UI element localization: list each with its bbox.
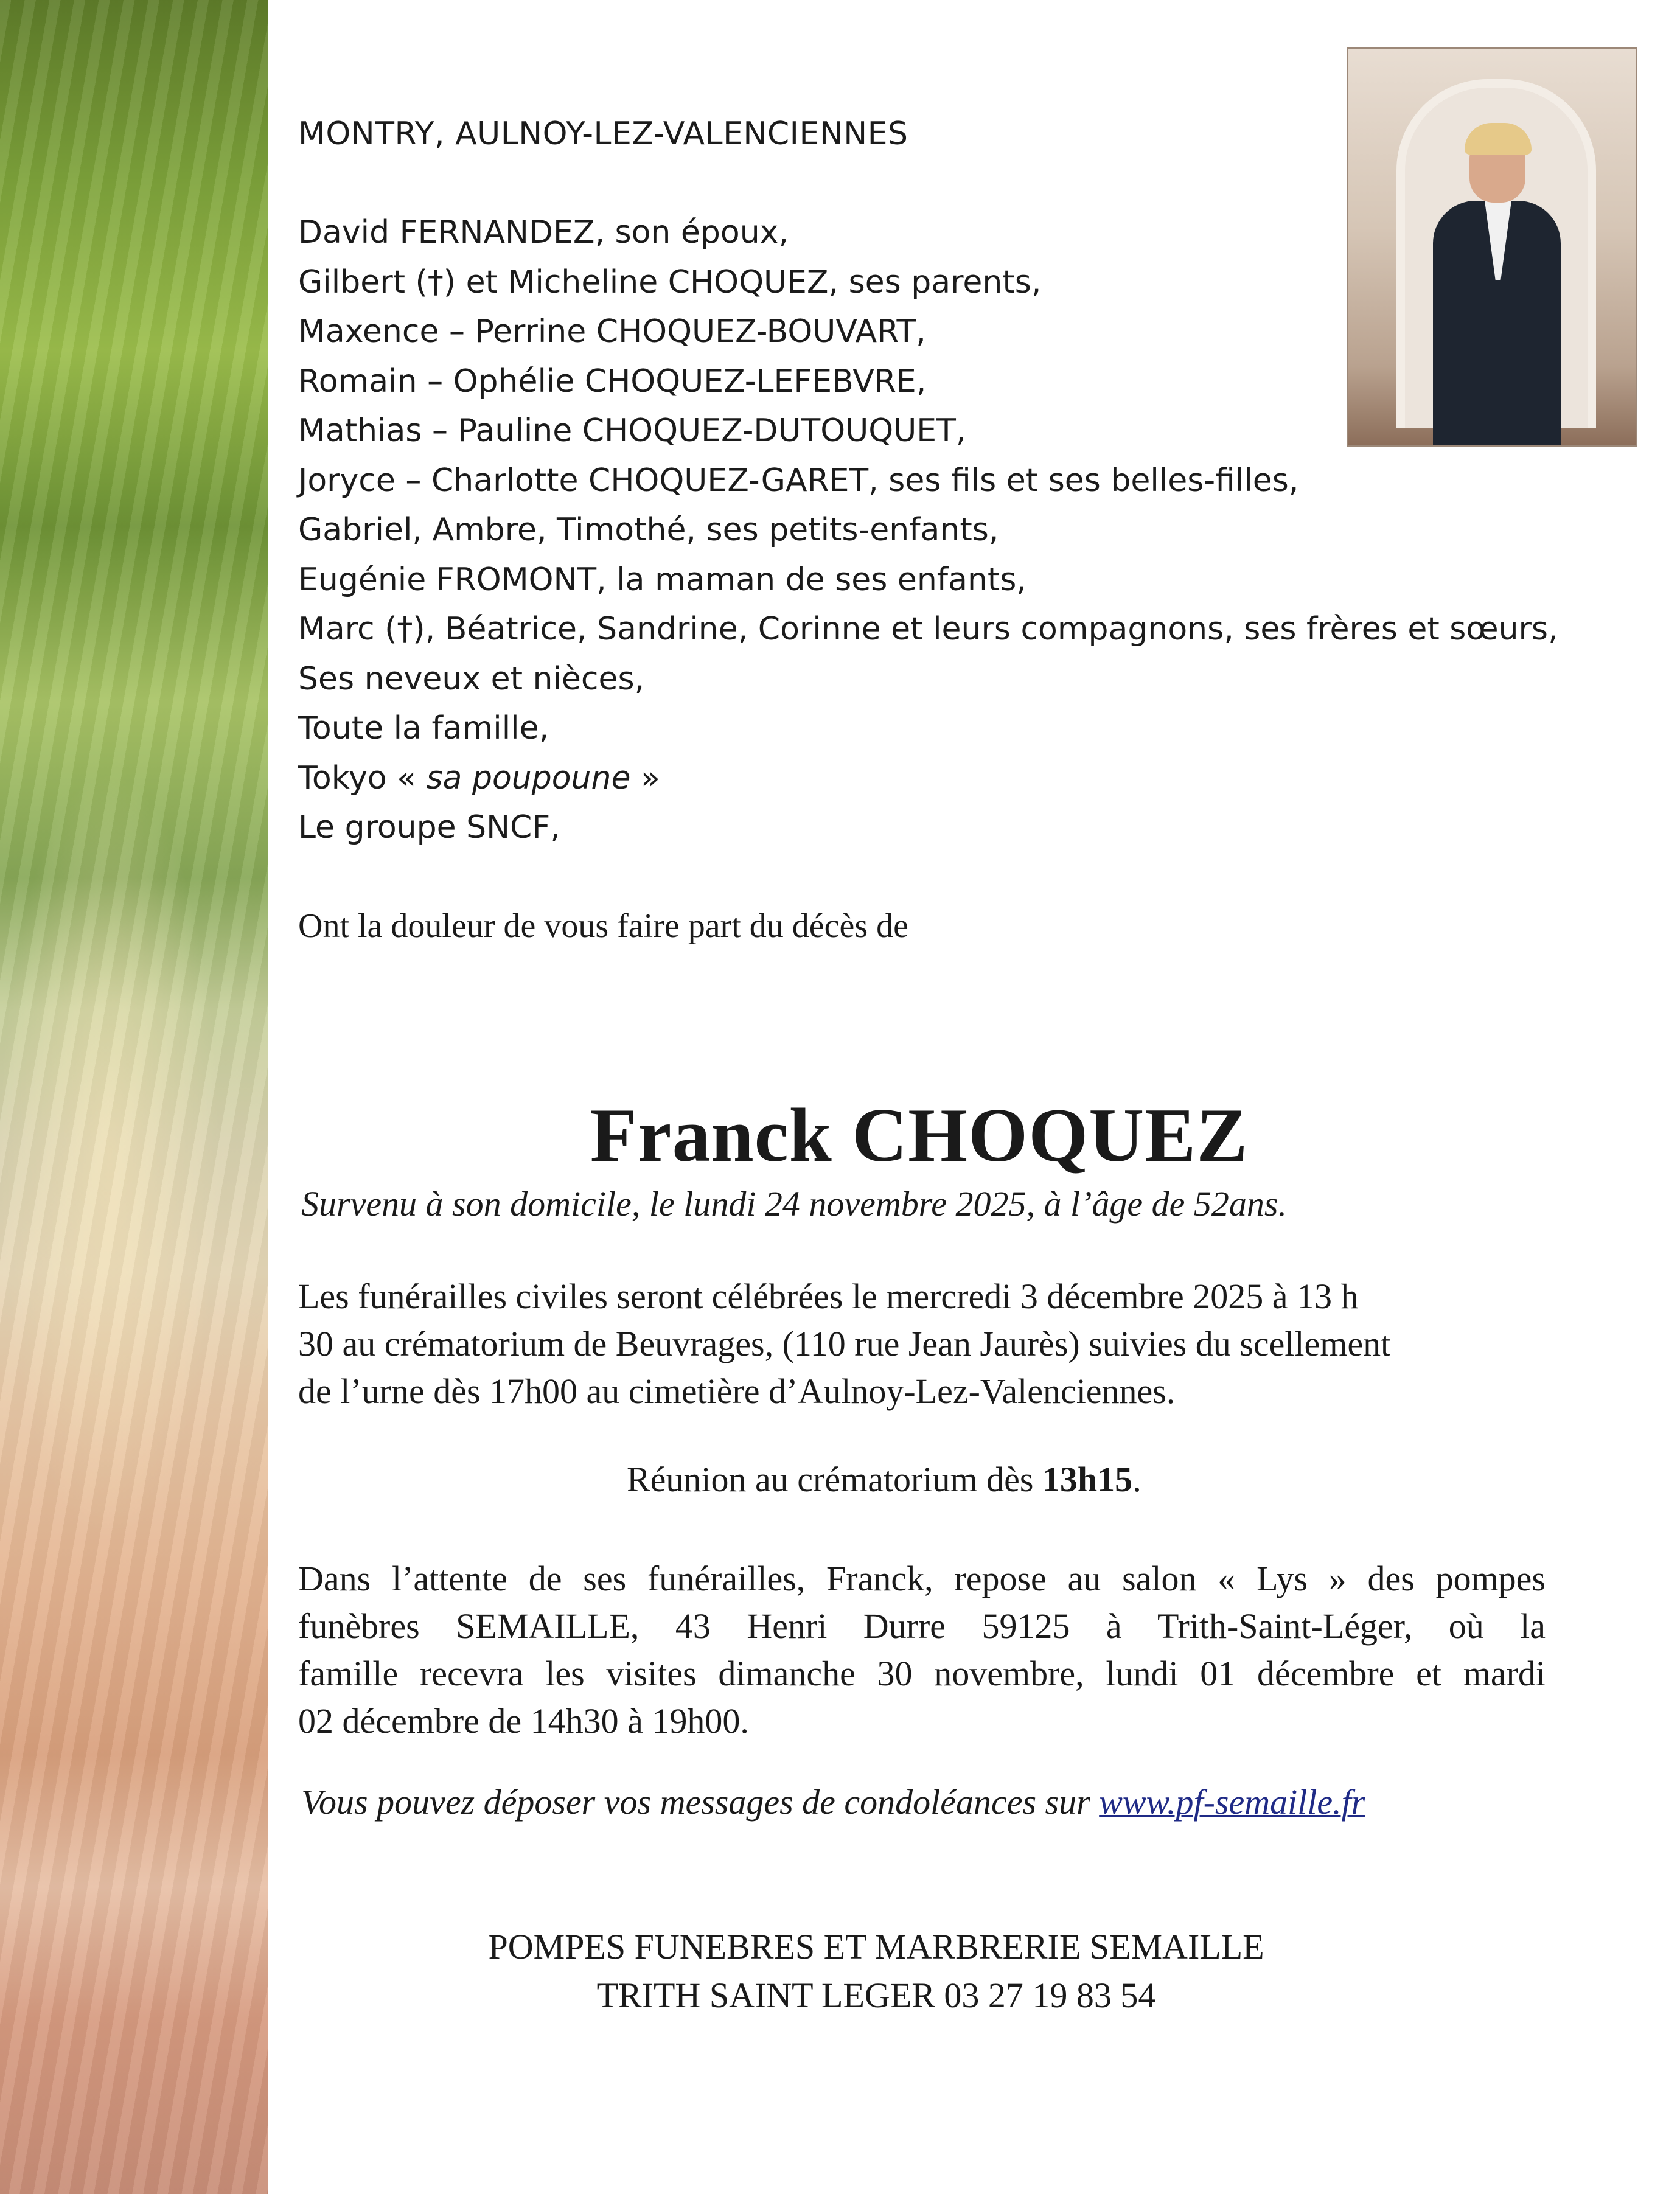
family-line: Marc (†), Béatrice, Sandrine, Corinne et leurs compagnons, ses frères et sœurs, xyxy=(298,611,1558,647)
funeral-line: 30 au crématorium de Beuvrages, (110 rue Jean Jaurès) suivies du scellement xyxy=(298,1324,1391,1363)
death-details: Survenu à son domicile, le lundi 24 novembre 2025, à l’âge de 52ans. xyxy=(301,1184,1287,1224)
tokyo-line xyxy=(298,754,1558,804)
tokyo-nickname: sa poupoune xyxy=(426,759,631,796)
family-line: Eugénie FROMONT, la maman de ses enfants, xyxy=(298,561,1026,598)
condolences-text: Vous pouvez déposer vos messages de condoléances sur xyxy=(301,1782,1100,1822)
family-line: Gilbert (†) et Micheline CHOQUEZ, ses parents, xyxy=(298,263,1042,301)
announcement-intro: Ont la douleur de vous faire part du décès de xyxy=(298,907,908,945)
condolences-note xyxy=(301,1781,1365,1822)
funeral-line: Les funérailles civiles seront célébrées le mercredi 3 décembre 2025 à 13 h xyxy=(298,1276,1359,1316)
visitation-line: 02 décembre de 14h30 à 19h00. xyxy=(298,1701,749,1741)
family-line: Maxence – Perrine CHOQUEZ-BOUVART, xyxy=(298,313,926,350)
reunion-text: Réunion au crématorium dès xyxy=(627,1460,1042,1499)
funeral-home-footer xyxy=(268,1923,1485,2020)
sncf-line: Le groupe SNCF, xyxy=(298,809,560,846)
visitation-details xyxy=(298,1555,1546,1745)
family-line: Romain – Ophélie CHOQUEZ-LEFEBVRE, xyxy=(298,363,927,400)
funeral-line: de l’urne dès 17h00 au cimetière d’Aulnoy-Lez-Valenciennes. xyxy=(298,1371,1176,1411)
family-line: Joryce – Charlotte CHOQUEZ-GARET, ses fils et ses belles-filles, xyxy=(298,462,1299,499)
reunion-info xyxy=(627,1459,1141,1500)
family-line: David FERNANDEZ, son époux, xyxy=(298,214,789,251)
reunion-end: . xyxy=(1132,1460,1141,1499)
condolences-link[interactable]: www.pf-semaille.fr xyxy=(1099,1782,1365,1822)
tokyo-suffix: » xyxy=(630,759,660,796)
reunion-time: 13h15 xyxy=(1042,1460,1133,1499)
family-line: Mathias – Pauline CHOQUEZ-DUTOUQUET, xyxy=(298,413,966,449)
family-line: Ses neveux et nièces, xyxy=(298,660,645,697)
funeral-details xyxy=(298,1273,1546,1415)
visitation-line: Dans l’attente de ses funérailles, Franck, repose au salon « Lys » des pompes xyxy=(298,1559,1546,1598)
portrait-photo xyxy=(1347,47,1637,447)
location-heading: MONTRY, AULNOY-LEZ-VALENCIENNES xyxy=(298,116,908,152)
funeral-home-contact: TRITH SAINT LEGER 03 27 19 83 54 xyxy=(596,1976,1156,2015)
visitation-line: famille recevra les visites dimanche 30 novembre, lundi 01 décembre et mardi xyxy=(298,1654,1546,1693)
family-line: Toute la famille, xyxy=(298,710,549,747)
family-line: Gabriel, Ambre, Timothé, ses petits-enfants, xyxy=(298,512,999,548)
visitation-line: funèbres SEMAILLE, 43 Henri Durre 59125 à Trith-Saint-Léger, où la xyxy=(298,1606,1546,1646)
deceased-name: Franck CHOQUEZ xyxy=(590,1093,1249,1178)
funeral-home-name: POMPES FUNEBRES ET MARBRERIE SEMAILLE xyxy=(488,1927,1264,1966)
tokyo-prefix: Tokyo « xyxy=(298,759,427,796)
